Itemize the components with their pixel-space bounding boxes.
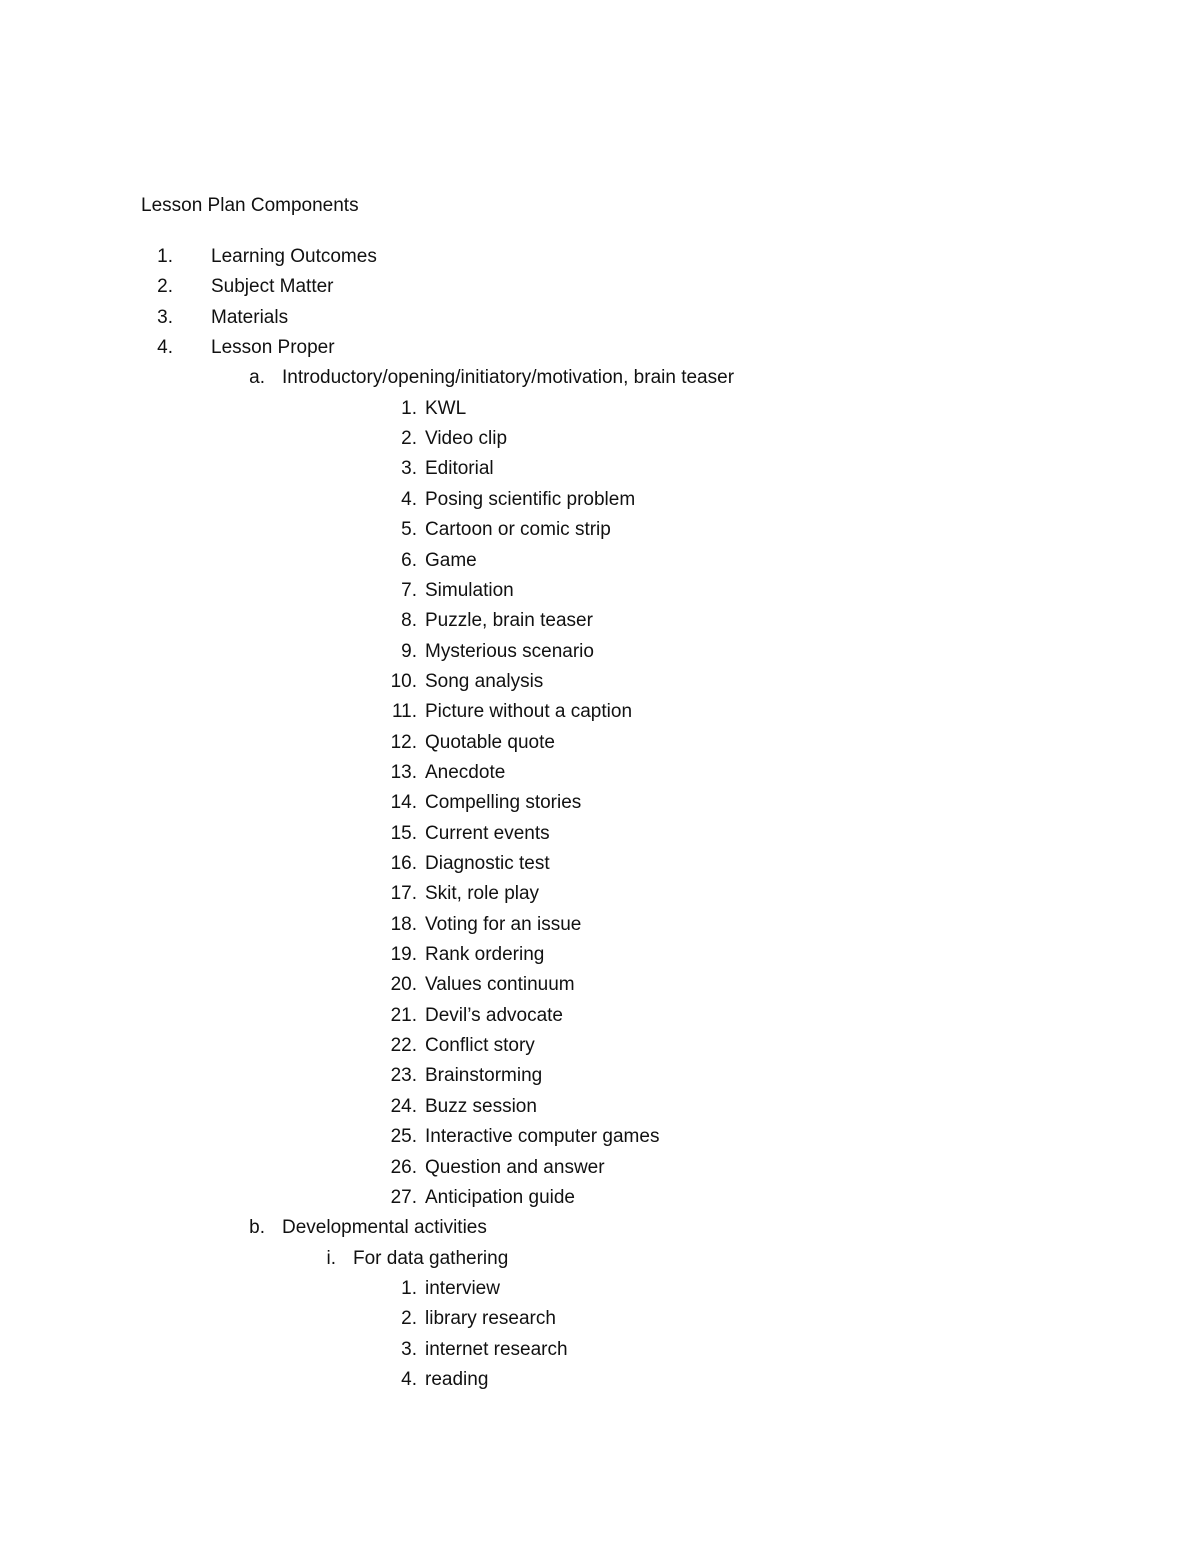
lesson-proper-part-a bbox=[245, 368, 734, 390]
list-marker: 5. bbox=[401, 519, 417, 540]
list-item-label: internet research bbox=[425, 1339, 568, 1360]
intro-activity-item bbox=[385, 1097, 537, 1119]
list-item-label: Song analysis bbox=[425, 671, 544, 692]
intro-activity-item bbox=[385, 520, 611, 542]
list-marker: 2. bbox=[401, 428, 417, 449]
list-item-label: Editorial bbox=[425, 458, 494, 479]
intro-activity-item bbox=[385, 945, 544, 967]
list-marker: 3. bbox=[401, 458, 417, 479]
intro-activity-item bbox=[385, 824, 550, 846]
intro-activity-item bbox=[385, 1036, 535, 1058]
list-item-label: Brainstorming bbox=[425, 1065, 543, 1086]
list-marker: 24. bbox=[390, 1096, 417, 1117]
list-item-label: For data gathering bbox=[353, 1248, 509, 1269]
list-marker: 21. bbox=[390, 1005, 417, 1026]
intro-activity-item bbox=[385, 399, 466, 421]
list-marker: 1. bbox=[157, 246, 173, 267]
list-item-label: Learning Outcomes bbox=[211, 246, 377, 267]
intro-activity-item bbox=[385, 459, 494, 481]
component-item bbox=[141, 277, 334, 299]
list-item-label: Diagnostic test bbox=[425, 853, 550, 874]
list-item-label: Cartoon or comic strip bbox=[425, 519, 611, 540]
list-item-label: Developmental activities bbox=[282, 1217, 487, 1238]
intro-activity-item bbox=[385, 581, 514, 603]
list-marker: 13. bbox=[390, 762, 417, 783]
intro-activity-item bbox=[385, 1006, 563, 1028]
list-marker: 9. bbox=[401, 641, 417, 662]
list-item-label: Buzz session bbox=[425, 1096, 537, 1117]
intro-activity-item bbox=[385, 884, 539, 906]
list-item-label: Question and answer bbox=[425, 1157, 605, 1178]
intro-activity-item bbox=[385, 915, 581, 937]
list-marker: 14. bbox=[390, 792, 417, 813]
intro-activity-item bbox=[385, 611, 593, 633]
list-marker: 2. bbox=[401, 1308, 417, 1329]
document-title: Lesson Plan Components bbox=[141, 195, 359, 216]
list-marker: b. bbox=[249, 1217, 265, 1238]
list-item-label: Posing scientific problem bbox=[425, 489, 636, 510]
list-marker: 3. bbox=[157, 307, 173, 328]
intro-activity-item bbox=[385, 1188, 575, 1210]
list-marker: 6. bbox=[401, 550, 417, 571]
list-item-label: Anticipation guide bbox=[425, 1187, 575, 1208]
list-item-label: Values continuum bbox=[425, 974, 575, 995]
data-gathering-item bbox=[385, 1370, 488, 1392]
list-item-label: Quotable quote bbox=[425, 732, 555, 753]
component-item bbox=[141, 247, 377, 269]
data-gathering-item bbox=[385, 1309, 556, 1331]
component-item bbox=[141, 338, 335, 360]
component-item bbox=[141, 308, 288, 330]
list-item-label: Skit, role play bbox=[425, 883, 540, 904]
list-marker: 4. bbox=[401, 1369, 417, 1390]
list-marker: 22. bbox=[390, 1035, 417, 1056]
list-marker: 16. bbox=[390, 853, 417, 874]
list-marker: 17. bbox=[390, 883, 417, 904]
intro-activity-item bbox=[385, 733, 555, 755]
list-item-label: Subject Matter bbox=[211, 276, 334, 297]
intro-activity-item bbox=[385, 551, 477, 573]
list-item-label: Lesson Proper bbox=[211, 337, 335, 358]
list-item-label: Anecdote bbox=[425, 762, 506, 783]
list-marker: 1. bbox=[401, 1278, 417, 1299]
list-marker: 10. bbox=[390, 671, 417, 692]
list-item-label: interview bbox=[425, 1278, 500, 1299]
list-item-label: Video clip bbox=[425, 428, 508, 449]
list-marker: 15. bbox=[390, 823, 417, 844]
list-marker: 4. bbox=[401, 489, 417, 510]
intro-activity-item bbox=[385, 1066, 542, 1088]
list-item-label: Picture without a caption bbox=[425, 701, 633, 722]
intro-activity-item bbox=[385, 702, 632, 724]
list-item-label: Puzzle, brain teaser bbox=[425, 610, 593, 631]
intro-activity-item bbox=[385, 975, 575, 997]
intro-activity-item bbox=[385, 1127, 659, 1149]
data-gathering-item bbox=[385, 1340, 568, 1362]
intro-activity-item bbox=[385, 763, 505, 785]
list-marker: 27. bbox=[390, 1187, 417, 1208]
list-item-label: Compelling stories bbox=[425, 792, 582, 813]
intro-activity-item bbox=[385, 490, 635, 512]
list-marker: 19. bbox=[390, 944, 417, 965]
list-marker: i. bbox=[326, 1248, 336, 1269]
list-item-label: reading bbox=[425, 1369, 489, 1390]
developmental-subsection-i bbox=[316, 1249, 508, 1271]
intro-activity-item bbox=[385, 854, 550, 876]
intro-activity-item bbox=[385, 793, 581, 815]
list-marker: 12. bbox=[390, 732, 417, 753]
list-item-label: Simulation bbox=[425, 580, 514, 601]
list-marker: 2. bbox=[157, 276, 173, 297]
list-marker: 4. bbox=[157, 337, 173, 358]
intro-activity-item bbox=[385, 672, 543, 694]
list-item-label: Devil’s advocate bbox=[425, 1005, 564, 1026]
intro-activity-item bbox=[385, 429, 507, 451]
list-item-label: Mysterious scenario bbox=[425, 641, 594, 662]
list-marker: 25. bbox=[390, 1126, 417, 1147]
list-item-label: Current events bbox=[425, 823, 550, 844]
list-marker: 20. bbox=[390, 974, 417, 995]
intro-activity-item bbox=[385, 1158, 605, 1180]
lesson-proper-part-b bbox=[245, 1218, 487, 1240]
list-marker: 23. bbox=[390, 1065, 417, 1086]
list-marker: 18. bbox=[390, 914, 417, 935]
list-item-label: Materials bbox=[211, 307, 289, 328]
list-marker: 1. bbox=[401, 398, 417, 419]
data-gathering-item bbox=[385, 1279, 500, 1301]
list-marker: 3. bbox=[401, 1339, 417, 1360]
list-item-label: Introductory/opening/initiatory/motivation, brain teaser bbox=[282, 367, 735, 388]
list-item-label: library research bbox=[425, 1308, 556, 1329]
list-marker: 26. bbox=[390, 1157, 417, 1178]
list-item-label: KWL bbox=[425, 398, 467, 419]
list-marker: 7. bbox=[401, 580, 417, 601]
list-item-label: Rank ordering bbox=[425, 944, 545, 965]
list-marker: a. bbox=[249, 367, 265, 388]
list-marker: 11. bbox=[391, 701, 417, 722]
list-item-label: Interactive computer games bbox=[425, 1126, 660, 1147]
list-item-label: Game bbox=[425, 550, 477, 571]
list-marker: 8. bbox=[401, 610, 417, 631]
list-item-label: Conflict story bbox=[425, 1035, 535, 1056]
list-item-label: Voting for an issue bbox=[425, 914, 582, 935]
intro-activity-item bbox=[385, 642, 594, 664]
